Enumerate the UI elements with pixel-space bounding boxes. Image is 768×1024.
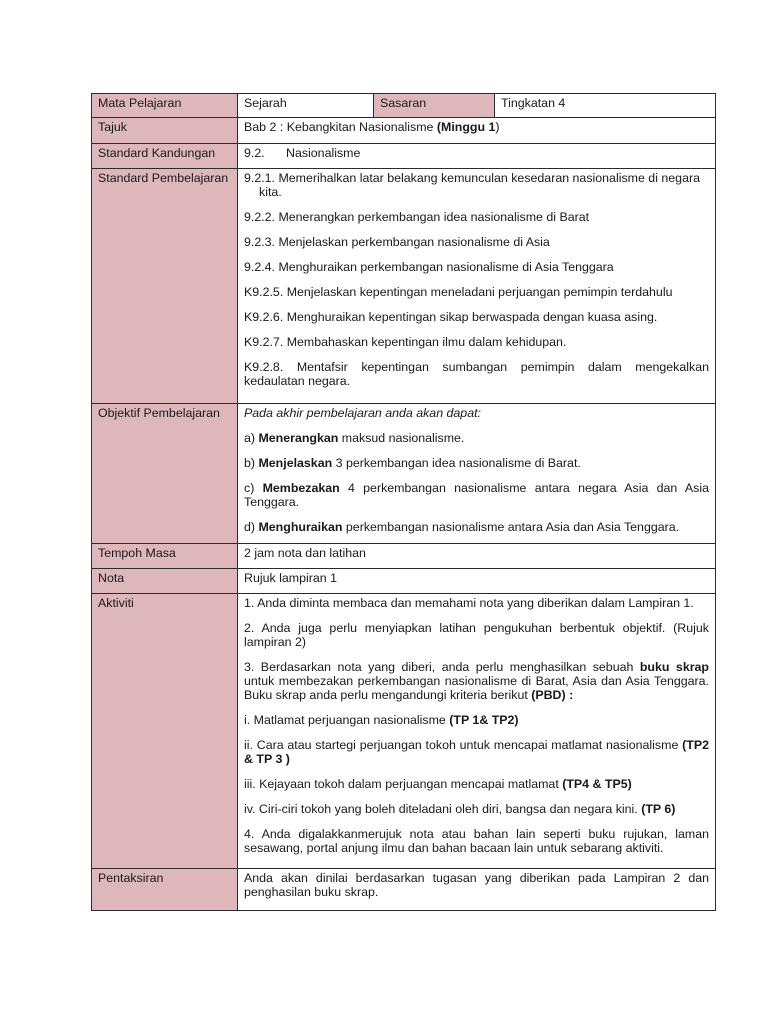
label-standard-pembelajaran: Standard Pembelajaran <box>92 169 238 404</box>
label-tajuk: Tajuk <box>92 118 238 144</box>
sp-item: 9.2.3. Menjelaskan perkembangan nasionalisme di Asia <box>244 235 550 249</box>
row-mata-pelajaran <box>92 94 716 118</box>
sp-item: 9.2.4. Menghuraikan perkembangan nasionalisme di Asia Tenggara <box>244 260 614 274</box>
kriteria-item: i. Matlamat perjuangan nasionalisme (TP 1& TP2) <box>244 713 519 727</box>
standard-pembelajaran-list <box>238 169 716 404</box>
label-aktiviti: Aktiviti <box>92 594 238 869</box>
row-standard-pembelajaran <box>92 169 716 404</box>
standard-kandungan-value <box>238 144 716 169</box>
tempoh-masa-value: 2 jam nota dan latihan <box>238 544 716 569</box>
label-mata-pelajaran: Mata Pelajaran <box>92 94 238 118</box>
row-standard-kandungan <box>92 144 716 169</box>
label-nota: Nota <box>92 569 238 594</box>
objektif-list <box>238 404 716 544</box>
objektif-item: d) Menghuraikan perkembangan nasionalisme antara Asia dan Asia Tenggara. <box>244 520 680 534</box>
sp-item: K9.2.7. Membahaskan kepentingan ilmu dalam kehidupan. <box>244 335 567 349</box>
aktiviti-item: 1. Anda diminta membaca dan memahami nota yang diberikan dalam Lampiran 1. <box>244 596 694 610</box>
objektif-intro: Pada akhir pembelajaran anda akan dapat: <box>244 406 481 420</box>
pentaksiran-value: Anda akan dinilai berdasarkan tugasan yang diberikan pada Lampiran 2 dan penghasilan buku skrap. <box>238 869 716 911</box>
lesson-plan-table <box>91 93 716 911</box>
label-sasaran: Sasaran <box>374 94 495 118</box>
aktiviti-item: 3. Berdasarkan nota yang diberi, anda perlu menghasilkan sebuah buku skrap untuk membezakan perkembangan nasionalisme di Barat, Asia dan Asia Tenggara. Buku skrap anda perlu mengandungi kriteria berikut (PBD) : <box>244 660 709 702</box>
objektif-item: b) Menjelaskan 3 perkembangan idea nasionalisme di Barat. <box>244 456 581 470</box>
objektif-item: a) Menerangkan maksud nasionalisme. <box>244 431 465 445</box>
label-standard-kandungan: Standard Kandungan <box>92 144 238 169</box>
tajuk-text: Bab 2 : Kebangkitan Nasionalisme <box>244 120 437 134</box>
sp-item: 9.2.1. Memerihalkan latar belakang kemunculan kesedaran nasionalisme di negara kita. <box>244 171 700 199</box>
sk-title: Nasionalisme <box>286 146 361 160</box>
label-objektif-pembelajaran: Objektif Pembelajaran <box>92 404 238 544</box>
row-aktiviti <box>92 594 716 869</box>
kriteria-item: iii. Kejayaan tokoh dalam perjuangan mencapai matlamat (TP4 & TP5) <box>244 777 632 791</box>
sp-item: 9.2.2. Menerangkan perkembangan idea nasionalisme di Barat <box>244 210 590 224</box>
label-tempoh-masa: Tempoh Masa <box>92 544 238 569</box>
sp-item: K9.2.6. Menghuraikan kepentingan sikap berwaspada dengan kuasa asing. <box>244 310 658 324</box>
nota-value: Rujuk lampiran 1 <box>238 569 716 594</box>
sp-item: K9.2.8. Mentafsir kepentingan sumbangan pemimpin dalam mengekalkan kedaulatan negara. <box>244 360 709 388</box>
tajuk-tail: ) <box>495 120 500 134</box>
aktiviti-list <box>238 594 716 869</box>
kriteria-item: iv. Ciri-ciri tokoh yang boleh diteladani oleh diri, bangsa dan negara kini. (TP 6) <box>244 802 676 816</box>
aktiviti-item: 4. Anda digalakkanmerujuk nota atau bahan lain seperti buku rujukan, laman sesawang, portal anjung ilmu dan bahan bacaan lain untuk sebarang aktiviti. <box>244 827 709 855</box>
row-nota <box>92 569 716 594</box>
objektif-item: c) Membezakan 4 perkembangan nasionalisme antara negara Asia dan Asia Tenggara. <box>244 481 709 509</box>
row-objektif-pembelajaran <box>92 404 716 544</box>
aktiviti-item: 2. Anda juga perlu menyiapkan latihan pengukuhan berbentuk objektif. (Rujuk lampiran 2) <box>244 621 709 649</box>
subject-value: Sejarah <box>238 94 374 118</box>
label-pentaksiran: Pentaksiran <box>92 869 238 911</box>
sk-code: 9.2. <box>244 146 265 160</box>
kriteria-item: ii. Cara atau startegi perjuangan tokoh untuk mencapai matlamat nasionalisme (TP2 & TP 3 ) <box>244 738 709 766</box>
tajuk-value <box>238 118 716 144</box>
sp-item: K9.2.5. Menjelaskan kepentingan meneladani perjuangan pemimpin terdahulu <box>244 285 673 299</box>
row-tajuk <box>92 118 716 144</box>
row-tempoh-masa <box>92 544 716 569</box>
row-pentaksiran <box>92 869 716 911</box>
tajuk-week: (Minggu 1 <box>436 120 496 134</box>
target-value: Tingkatan 4 <box>495 94 716 118</box>
